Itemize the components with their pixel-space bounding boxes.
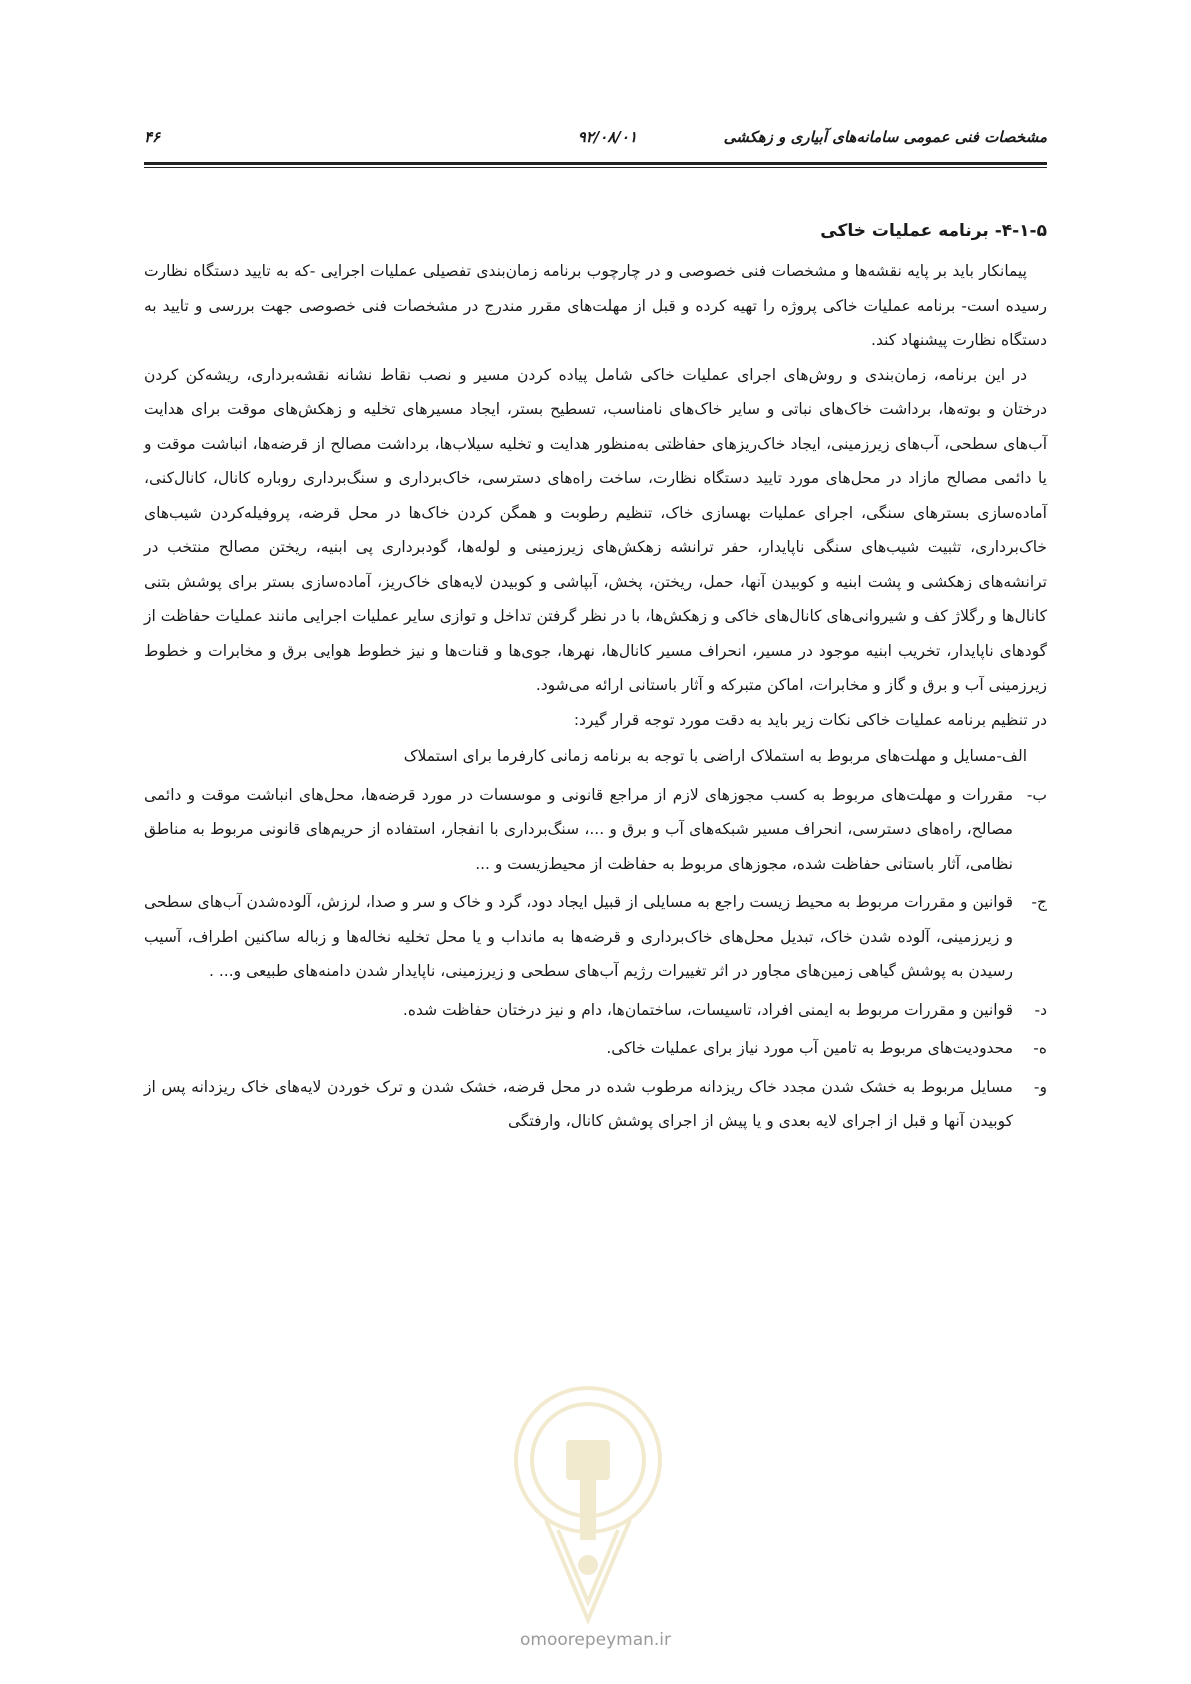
list-item-text: قوانین و مقررات مربوط به ایمنی افراد، تاسیسات، ساختمان‌ها، دام و نیز درختان حفاظت شده. xyxy=(402,1000,1013,1019)
list-marker: الف- xyxy=(996,747,1027,765)
list-marker: ه- xyxy=(1033,1039,1047,1057)
list-marker: ب- xyxy=(1026,785,1047,804)
list-marker: و- xyxy=(1033,1077,1047,1096)
list-item-text: مسایل مربوط به خشک شدن مجدد خاک ریزدانه مرطوب شده در محل قرضه، خشک شدن و ترک خوردن لایه‌های خاک ریزدانه پس از کوبیدن آنها و قبل از اجرای لایه بعدی و یا پیش از اجرای پوشش کانال، وارفتگی xyxy=(144,1077,1013,1130)
list-item-text: محدودیت‌های مربوط به تامین آب مورد نیاز برای عملیات خاکی. xyxy=(606,1039,1013,1057)
list-item-text: مسایل و مهلت‌های مربوط به استملاک اراضی با توجه به برنامه زمانی کارفرما برای استملاک xyxy=(403,747,997,765)
section-heading: ۴-۱-۵- برنامه عملیات خاکی xyxy=(820,221,1047,241)
watermark-site-text: omoorepeyman.ir xyxy=(519,1630,672,1650)
header-divider xyxy=(144,162,1047,165)
watermark-logo-icon xyxy=(488,1370,688,1640)
list-marker: ج- xyxy=(1031,893,1047,911)
list-item xyxy=(144,778,1047,882)
page-body xyxy=(144,216,1047,1143)
list-item xyxy=(144,885,1047,989)
list-marker: د- xyxy=(1034,1000,1047,1019)
list-item xyxy=(144,1031,1047,1066)
list-item-text: مقررات و مهلت‌های مربوط به کسب مجوزهای لازم از مراجع قانونی و موسسات در مورد قرضه‌ها، محل‌های انباشت موقت و دائمی مصالح، راه‌های دسترسی، انحراف مسیر شبکه‌های آب و برق و ...، سنگ‌برداری با انفجار، استفاده از حریم‌های قانونی مربوط به مناطق نظامی، آثار باستانی حفاظت شده، مجوزهای مربوط به حفاظت از محیط‌زیست و ... xyxy=(144,785,1013,873)
page-number: ۴۶ xyxy=(144,128,161,146)
paragraph: در تنظیم برنامه عملیات خاکی نکات زیر باید به دقت مورد توجه قرار گیرد: xyxy=(573,710,1047,729)
header-title: مشخصات فنی عمومی سامانه‌های آبیاری و زهکشی xyxy=(723,128,1047,146)
page-header xyxy=(144,128,1047,154)
paragraph: در این برنامه، زمان‌بندی و روش‌های اجرای عملیات خاکی شامل پیاده کردن مسیر و نصب نقاط نشانه نقشه‌برداری، ریشه‌کن کردن درختان و بوته‌ها، برداشت خاک‌های نباتی و سایر خاک‌های نامناسب، تسطیح بستر، ایجاد مسیرهای تخلیه و زهکش‌های موقت برای هدایت آب‌های سطحی، آب‌های زیرزمینی، ایجاد خاک‌ریزهای حفاظتی به‌منظور هدایت و تخلیه سیلاب‌ها، برداشت مصالح از قرضه‌ها، انباشت موقت و یا دائمی مصالح مازاد در محل‌های مورد تایید دستگاه نظارت، ساخت راه‌های دسترسی، خاک‌برداری و سنگ‌برداری روباره کانال، کانال‌کنی، آماده‌سازی بسترهای سنگی، اجرای عملیات بهسازی خاک، تنظیم رطوبت و همگن کردن خاک‌ها در محل قرضه، پروفیله‌کردن شیب‌های خاک‌برداری، تثبیت شیب‌های سنگی ناپایدار، حفر ترانشه زهکش‌های زیرزمینی و لوله‌ها، گودبرداری پی ابنیه، ریختن مصالح منتخب در ترانشه‌های زهکشی و پشت ابنیه و کوبیدن آنها، حمل، ریختن، پخش، آبپاشی و کوبیدن لایه‌های خاک‌ریز، آماده‌سازی بستر برای پوشش بتنی کانال‌ها و رگلاژ کف و شیروانی‌های کانال‌های خاکی و زهکش‌ها، با در نظر گرفتن تداخل و توازی سایر عملیات اجرایی مانند عملیات حفاظت از گودهای ناپایدار، تخریب ابنیه موجود در مسیر، انحراف مسیر کانال‌ها، نهرها، جوی‌ها و قنات‌ها و نیز خطوط هوایی برق و مخابرات و خطوط زیرزمینی آب و برق و گاز و مخابرات، اماکن متبرکه و آثار باستانی ارائه می‌شود. xyxy=(144,365,1047,694)
header-date: ۹۲/۰۸/۰۱ xyxy=(577,128,637,146)
list-item xyxy=(144,993,1047,1028)
paragraph: پیمانکار باید بر پایه نقشه‌ها و مشخصات فنی خصوصی و در چارچوب برنامه زمان‌بندی تفصیلی عملیات اجرایی -که به تایید دستگاه نظارت رسیده است- برنامه عملیات خاکی پروژه را تهیه کرده و قبل از مهلت‌های مقرر مندرج در مشخصات فنی خصوصی جهت بررسی و تایید به دستگاه نظارت پیشنهاد کند. xyxy=(144,262,1047,349)
list-item xyxy=(144,1070,1047,1139)
list-item xyxy=(144,739,1047,774)
list-item-text: قوانین و مقررات مربوط به محیط زیست راجع به مسایلی از قبیل ایجاد دود، گرد و خاک و سر و صدا، لرزش، آلوده‌شدن آب‌های سطحی و زیرزمینی، آلوده شدن خاک، تبدیل محل‌های خاک‌برداری و قرضه‌ها به مانداب و یا محل تخلیه نخاله‌ها و زباله ساکنین اطراف، آسیب رسیدن به پوشش گیاهی زمین‌های مجاور در اثر تغییرات رژیم آب‌های سطحی و زیرزمینی، ناپایدار شدن دامنه‌های طبیعی و... . xyxy=(144,893,1013,980)
requirements-list xyxy=(144,739,1047,1139)
